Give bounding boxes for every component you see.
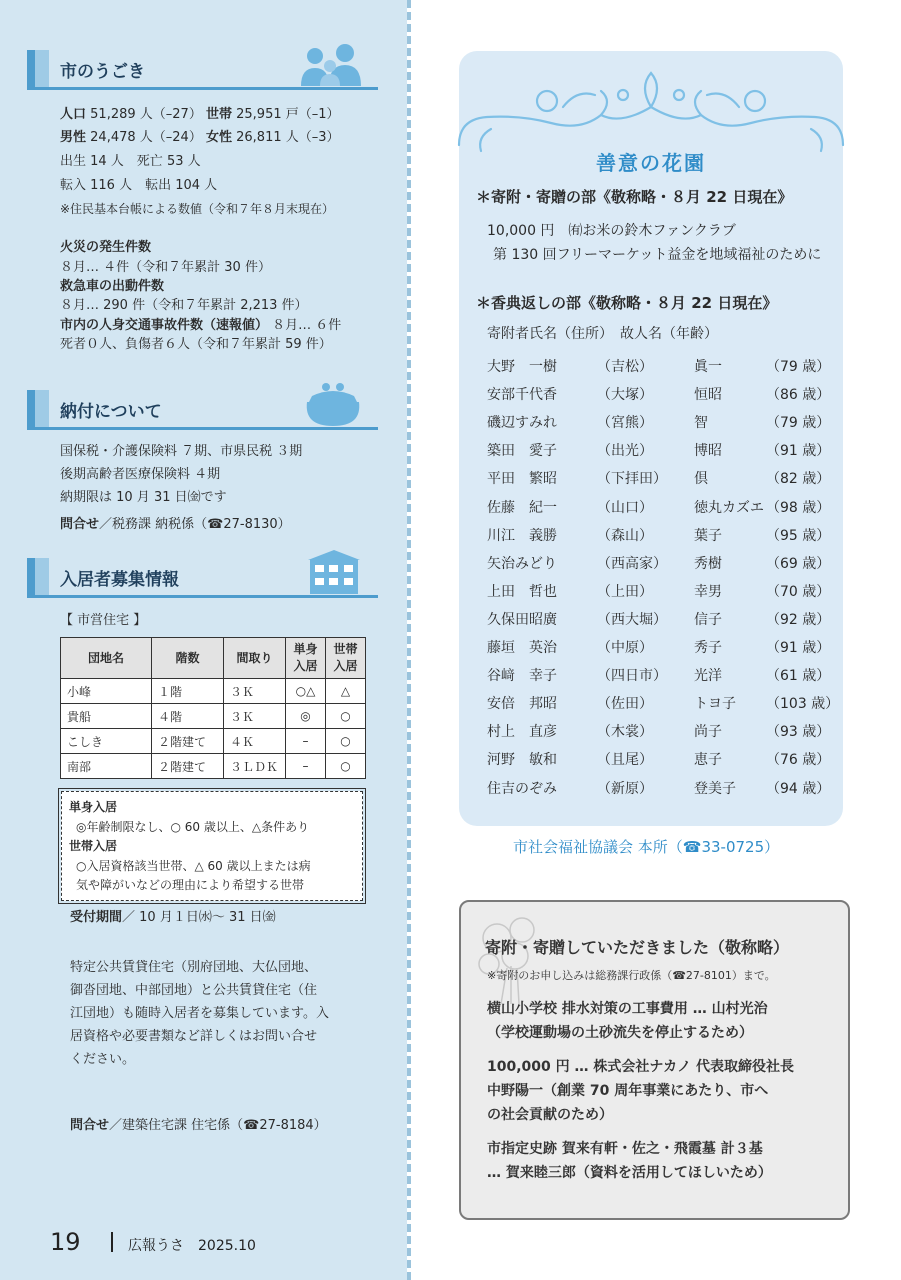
ornament-flourish-icon — [451, 67, 851, 159]
payment-deadline: 納期限は 10 月 31 日㈮です — [60, 490, 227, 505]
donor-name: 大野 一樹 — [487, 359, 557, 375]
table-cell: ３ＬＤＫ — [224, 754, 286, 779]
table-cell: こしき — [61, 729, 152, 754]
period-value: ／ 10 月１日㈬～ 31 日㈮ — [122, 910, 276, 925]
ambulance-value: ８月… 290 件（令和７年累計 2,213 件） — [60, 298, 308, 313]
deceased-name: 恵子 — [694, 752, 722, 769]
deceased-name: 徳丸カズエ — [694, 499, 764, 516]
donor-name: 藤垣 英治 — [487, 640, 557, 656]
deceased-age: （95 歳） — [766, 527, 831, 544]
header-bar — [27, 50, 35, 90]
thanks-sub-text: ※寄附のお申し込みは総務課行政係（ — [487, 969, 673, 982]
column-divider — [407, 0, 411, 1280]
payment-line-1: 国保税・介護保険料 ７期、市県民税 ３期 — [60, 444, 303, 459]
table-header: 単身 入居 — [286, 638, 326, 679]
contact-value: ／建築住宅課 住宅係（ — [109, 1118, 244, 1133]
housing-paragraph-4: 居資格や必要書類など詳しくはお問い合せ — [70, 1029, 318, 1044]
deceased-age: （86 歳） — [766, 387, 831, 404]
deceased-name: 秀子 — [694, 640, 722, 656]
traffic-month: ８月… ６件 — [272, 318, 342, 333]
deceased-name: 光洋 — [694, 668, 722, 685]
coin-purse-icon — [302, 382, 364, 428]
contact-label: 問合せ — [60, 517, 100, 532]
traffic-label: 市内の人身交通事故件数（速報値） — [60, 318, 269, 333]
payment-line-2: 後期高齢者医療保険料 ４期 — [60, 467, 221, 482]
council-name: 市社会福祉協議会 本所（ — [513, 838, 683, 856]
deceased-age: （82 歳） — [766, 471, 831, 488]
housing-table — [60, 637, 366, 779]
return-heading: ＊香典返しの部《敬称略・８月 22 日現在》 — [476, 294, 778, 312]
thanks-sub-phone: 27-8101）まで。 — [685, 969, 776, 982]
donor-address: （且尾） — [597, 752, 653, 769]
female-value: 26,811 人（–3） — [236, 130, 340, 145]
section-header-city-movement — [27, 50, 378, 90]
donation-heading: ＊寄附・寄贈の部《敬称略・８月 22 日現在》 — [476, 188, 793, 206]
contact-phone: 27-8184） — [259, 1118, 327, 1133]
donor-name: 川江 義勝 — [487, 527, 557, 544]
deceased-name: 博昭 — [694, 443, 722, 460]
population-line — [60, 103, 340, 127]
legend-single-label: 単身入居 — [69, 800, 118, 814]
donor-address: （森山） — [597, 527, 653, 544]
donor-address: （佐田） — [597, 696, 653, 713]
header-bar — [27, 558, 35, 598]
header-bar — [27, 390, 35, 430]
table-cell: ３Ｋ — [224, 704, 286, 729]
table-header: 間取り — [224, 638, 286, 679]
period-label: 受付期間 — [70, 910, 123, 925]
phone-icon: ☎ — [672, 969, 686, 982]
table-cell: 南部 — [61, 754, 152, 779]
legend-family-2: 気や障がいなどの理由により希望する世帯 — [76, 878, 305, 892]
deceased-age: （94 歳） — [766, 780, 831, 797]
table-cell: 小峰 — [61, 679, 152, 704]
table-cell: ○ — [326, 754, 366, 779]
male-value: 24,478 人（–24） — [90, 130, 202, 145]
table-cell: ２階建て — [152, 754, 224, 779]
legend-single: ◎年齢制限なし、○ 60 歳以上、△条件あり — [76, 820, 310, 834]
table-cell: – — [286, 754, 326, 779]
family-icon — [298, 40, 364, 88]
phone-icon: ☎ — [207, 517, 224, 532]
housing-paragraph-1: 特定公共賃貸住宅（別府団地、大仏団地、 — [70, 960, 318, 975]
thanks-box — [459, 900, 850, 1220]
deceased-age: （70 歳） — [766, 583, 831, 600]
deceased-age: （92 歳） — [766, 611, 831, 628]
thanks-item-2c: の社会貢献のため） — [487, 1107, 613, 1123]
deceased-name: 秀樹 — [694, 555, 722, 572]
housing-subtitle: 【 市営住宅 】 — [60, 613, 147, 628]
thanks-item-1b: （学校運動場の土砂流失を停止するため） — [487, 1025, 753, 1041]
donor-name: 平田 繁昭 — [487, 471, 557, 488]
table-header: 世帯 入居 — [326, 638, 366, 679]
donor-address: （上田） — [597, 583, 653, 600]
council-contact — [513, 836, 779, 857]
page-number: 19 — [50, 1228, 81, 1256]
phone-icon: ☎ — [243, 1118, 260, 1133]
section-title: 納付について — [60, 402, 162, 422]
table-cell: ４Ｋ — [224, 729, 286, 754]
donation-line-1: 10,000 円 ㈲お米の鈴木ファンクラブ — [487, 223, 736, 239]
deceased-name: 葉子 — [694, 527, 722, 544]
header-bar-light — [35, 558, 49, 598]
donor-address: （西高家） — [597, 555, 667, 572]
table-row — [61, 679, 366, 704]
donor-address: （宮熊） — [597, 415, 653, 432]
thanks-item-3b: … 賀来睦三郎（資料を活用してほしいため） — [487, 1165, 772, 1181]
donor-address: （出光） — [597, 443, 653, 460]
deceased-age: （79 歳） — [766, 415, 831, 432]
fire-label: 火災の発生件数 — [60, 240, 152, 255]
contact-label: 問合せ — [70, 1118, 110, 1133]
table-cell: ○ — [326, 704, 366, 729]
reception-period — [70, 906, 276, 930]
deceased-age: （93 歳） — [766, 724, 831, 741]
deceased-age: （79 歳） — [766, 359, 831, 375]
donor-name: 磯辺すみれ — [487, 415, 557, 432]
table-header: 階数 — [152, 638, 224, 679]
deceased-age: （69 歳） — [766, 555, 831, 572]
thanks-title: 寄附・寄贈していただきました（敬称略） — [485, 938, 790, 957]
contact-value: ／税務課 納税係（ — [99, 517, 208, 532]
payment-contact — [60, 513, 291, 537]
thanks-item-2a: 100,000 円 … 株式会社ナカノ 代表取締役社長 — [487, 1059, 794, 1075]
table-cell: – — [286, 729, 326, 754]
table-cell: ○△ — [286, 679, 326, 704]
donor-name: 佐藤 紀一 — [487, 499, 557, 516]
deceased-name: 眞一 — [694, 359, 722, 375]
donor-name: 安部千代香 — [487, 387, 557, 404]
traffic-value: 死者０人、負傷者６人（令和７年累計 59 件） — [60, 337, 332, 352]
table-cell: ４階 — [152, 704, 224, 729]
table-cell: ２階建て — [152, 729, 224, 754]
donor-address: （木裳） — [597, 724, 653, 741]
table-row — [61, 729, 366, 754]
legend-family-label: 世帯入居 — [69, 839, 118, 853]
move-line: 転入 116 人 転出 104 人 — [60, 178, 218, 193]
donor-address: （吉松） — [597, 359, 653, 375]
deceased-name: 智 — [694, 415, 708, 432]
housing-paragraph-2: 御沓団地、中部団地）と公共賃貸住宅（住 — [70, 983, 318, 998]
donor-name: 久保田昭廣 — [487, 611, 557, 628]
thanks-item-2b: 中野陽一（創業 70 周年事業にあたり、市へ — [487, 1083, 769, 1099]
donor-address: （中原） — [597, 640, 653, 656]
table-cell: １階 — [152, 679, 224, 704]
donor-name: 矢治みどり — [487, 555, 557, 572]
donor-name: 安倍 邦昭 — [487, 696, 557, 713]
deceased-name: 恒昭 — [694, 387, 722, 404]
female-label: 女性 — [205, 130, 232, 145]
thanks-item-3a: 市指定史跡 賀来有軒・佐之・飛霞墓 計３基 — [487, 1141, 763, 1157]
issue-label: 広報うさ 2025.10 — [128, 1238, 256, 1254]
deceased-age: （61 歳） — [766, 668, 831, 685]
housing-contact — [70, 1114, 327, 1138]
housing-paragraph-3: 江団地）も随時入居者を募集しています。入 — [70, 1006, 329, 1021]
donor-address: （西大堀） — [597, 611, 667, 628]
donor-address: （山口） — [597, 499, 653, 516]
donor-address: （四日市） — [597, 668, 667, 685]
deceased-name: 登美子 — [694, 780, 736, 797]
section-title: 入居者募集情報 — [60, 570, 179, 590]
deceased-age: （91 歳） — [766, 443, 831, 460]
deceased-age: （98 歳） — [766, 499, 831, 516]
donor-name: 河野 敏和 — [487, 752, 557, 769]
thanks-item-1a: 横山小学校 排水対策の工事費用 … 山村光治 — [487, 1001, 768, 1017]
phone-icon: ☎ — [682, 838, 702, 856]
donor-name: 築田 愛子 — [487, 443, 557, 460]
ambulance-label: 救急車の出動件数 — [60, 279, 165, 294]
households-label: 世帯 — [205, 107, 232, 122]
deceased-age: （103 歳） — [766, 696, 840, 713]
table-header: 団地名 — [61, 638, 152, 679]
footer-divider — [111, 1232, 113, 1252]
registry-note: ※住民基本台帳による数値（令和７年８月末現在） — [60, 202, 335, 216]
header-bar-light — [35, 50, 49, 90]
male-label: 男性 — [60, 130, 87, 145]
donor-name: 住吉のぞみ — [487, 780, 557, 797]
housing-paragraph-5: ください。 — [70, 1052, 136, 1067]
contact-phone: 27-8130） — [223, 517, 291, 532]
table-row — [61, 754, 366, 779]
thanks-subtitle — [487, 967, 776, 983]
header-bar-light — [35, 390, 49, 430]
donor-name: 村上 直彦 — [487, 724, 557, 741]
deceased-name: 倶 — [694, 471, 708, 488]
birth-death-line: 出生 14 人 死亡 53 人 — [60, 154, 201, 169]
deceased-age: （91 歳） — [766, 640, 831, 656]
table-cell: 貴船 — [61, 704, 152, 729]
donor-address: （大塚） — [597, 387, 653, 404]
table-cell: ○ — [326, 729, 366, 754]
legend-family-1: ○入居資格該当世帯、△ 60 歳以上または病 — [76, 859, 311, 873]
section-title: 市のうごき — [60, 62, 145, 82]
deceased-name: 幸男 — [694, 583, 722, 600]
section-header-housing — [27, 558, 378, 598]
donor-address: （新原） — [597, 780, 653, 797]
garden-title: 善意の花園 — [596, 151, 706, 175]
households-value: 25,951 戸（–1） — [236, 107, 340, 122]
donation-line-2: 第 130 回フリーマーケット益金を地域福祉のために — [493, 247, 822, 263]
table-cell: ◎ — [286, 704, 326, 729]
donor-address: （下拝田） — [597, 471, 667, 488]
donor-name: 上田 哲也 — [487, 583, 557, 600]
apartment-icon — [304, 548, 364, 596]
population-label: 人口 — [60, 107, 87, 122]
deceased-name: 尚子 — [694, 724, 722, 741]
table-header-row — [61, 638, 366, 679]
population-value: 51,289 人（–27） — [90, 107, 202, 122]
deceased-age: （76 歳） — [766, 752, 831, 769]
deceased-name: 信子 — [694, 611, 722, 628]
section-header-payment — [27, 390, 378, 430]
gender-line — [60, 126, 340, 150]
deceased-name: トヨ子 — [694, 696, 736, 713]
donor-name: 谷﨑 幸子 — [487, 668, 557, 685]
return-subheading: 寄附者氏名（住所） 故人名（年齢） — [487, 326, 718, 342]
flower-bouquet-icon — [467, 908, 557, 1008]
council-phone: 33-0725） — [701, 838, 780, 856]
table-cell: △ — [326, 679, 366, 704]
fire-value: ８月… ４件（令和７年累計 30 件） — [60, 260, 271, 275]
housing-legend-box — [61, 791, 363, 901]
table-row — [61, 704, 366, 729]
table-cell: ３Ｋ — [224, 679, 286, 704]
